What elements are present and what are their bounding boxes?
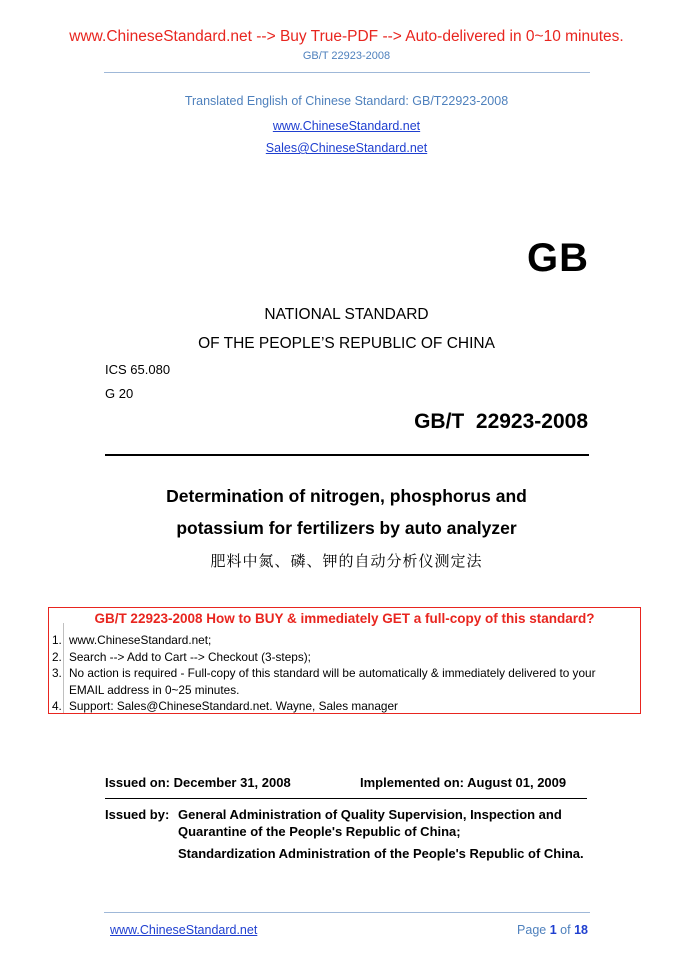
header-divider [104, 72, 590, 73]
list-item-text: Search --> Add to Cart --> Checkout (3-steps); [69, 649, 311, 664]
dates-divider [105, 798, 587, 799]
buy-instructions-box [48, 607, 641, 714]
list-item-text: No action is required - Full-copy of this standard will be automatically & immediately delivered to your EMAIL address in 0~25 minutes. [69, 666, 596, 697]
list-item [49, 665, 640, 698]
list-item-number: 2. [52, 649, 62, 664]
title-line-1: Determination of nitrogen, phosphorus and [166, 486, 527, 506]
issuer-org-1: General Administration of Quality Supervision, Inspection and Quarantine of the People's Republic of China; [178, 807, 562, 839]
page-indicator [517, 923, 588, 937]
footer-website-link[interactable]: www.ChineseStandard.net [110, 923, 258, 937]
title-line-2: potassium for fertilizers by auto analyzer [176, 518, 517, 538]
website-link[interactable]: www.ChineseStandard.net [272, 119, 421, 133]
title-divider [105, 454, 589, 456]
list-item-number: 3. [52, 666, 62, 681]
header-standard-code: GB/T 22923-2008 [302, 50, 391, 62]
issued-date: Issued on: December 31, 2008 [105, 775, 291, 790]
issuer-org-2: Standardization Administration of the People's Republic of China. [178, 846, 584, 861]
list-item-number: 4. [52, 699, 62, 714]
title-chinese: 肥料中氮、磷、钾的自动分析仪测定法 [210, 552, 483, 570]
standard-number: GB/T 22923-2008 [414, 410, 588, 433]
implemented-date: Implemented on: August 01, 2009 [360, 775, 567, 790]
list-item [49, 698, 640, 715]
translated-note: Translated English of Chinese Standard: GB/T22923-2008 [184, 94, 509, 108]
promo-banner-link[interactable]: www.ChineseStandard.net --> Buy True-PDF --> Auto-delivered in 0~10 minutes. [69, 28, 624, 45]
issued-by-label: Issued by: [105, 807, 170, 822]
gb-logo: GB [527, 236, 589, 280]
email-link[interactable]: Sales@ChineseStandard.net [265, 141, 428, 155]
website-link-wrap [0, 117, 693, 135]
buy-box-title: GB/T 22923-2008 How to BUY & immediately GET a full-copy of this standard? [94, 611, 595, 626]
list-item-text[interactable]: Support: Sales@ChineseStandard.net. Wayne, Sales manager [69, 699, 398, 714]
page-current: 1 [549, 923, 557, 937]
footer-divider [104, 912, 590, 913]
email-link-wrap [0, 139, 693, 157]
page-of: of [560, 923, 571, 937]
national-standard-heading: NATIONAL STANDARD [264, 306, 429, 323]
ics-code: ICS 65.080 [105, 362, 171, 377]
list-item [49, 649, 640, 666]
ccs-code: G 20 [105, 386, 134, 401]
page-label: Page [517, 923, 547, 937]
list-item-number: 1. [52, 633, 62, 647]
page-total: 18 [574, 923, 588, 937]
buy-steps-list [49, 632, 640, 715]
list-item [49, 632, 640, 649]
republic-heading: OF THE PEOPLE’S REPUBLIC OF CHINA [198, 335, 495, 352]
list-item-text[interactable]: www.ChineseStandard.net; [69, 633, 212, 647]
